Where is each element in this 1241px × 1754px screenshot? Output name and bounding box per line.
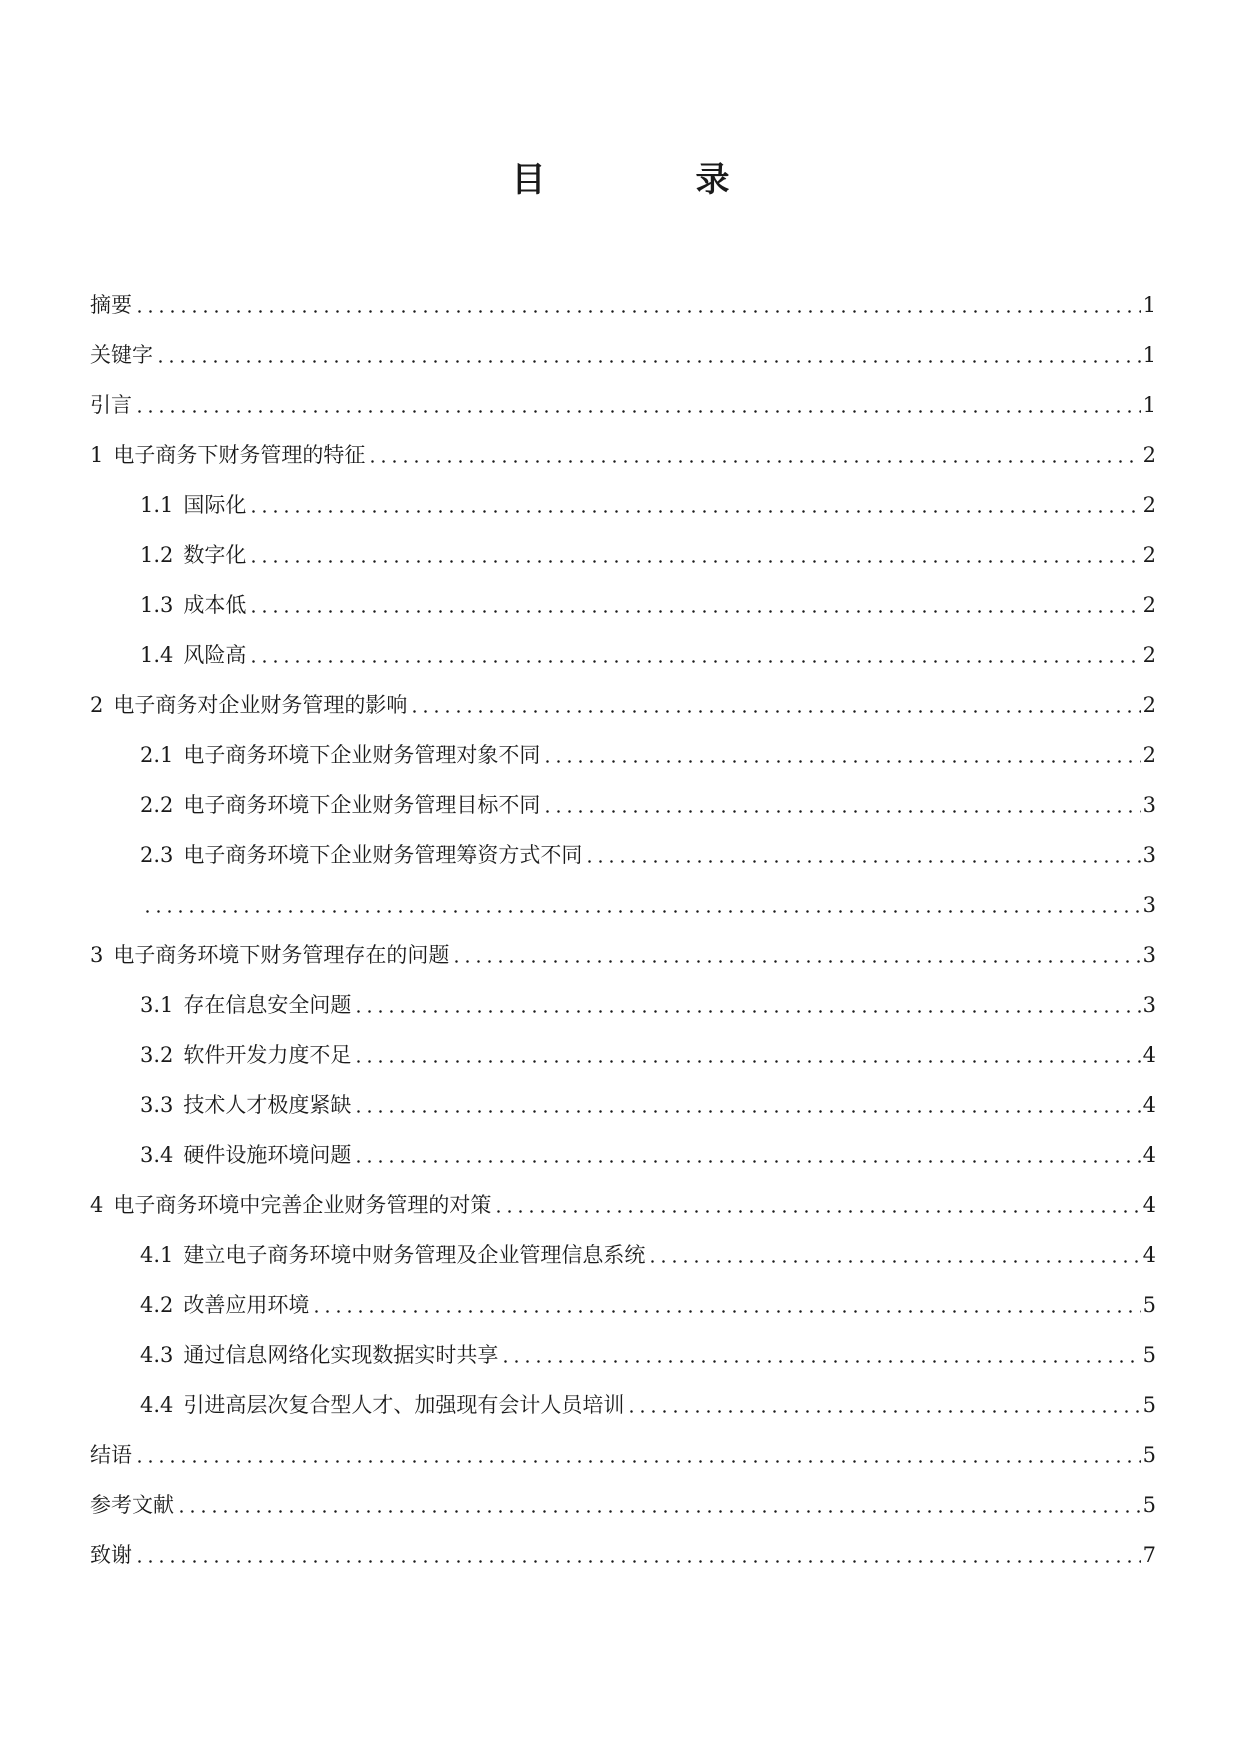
toc-dot-leader	[367, 460, 1140, 463]
toc-title: 目 录	[511, 160, 788, 200]
toc-entry-number: 2.2	[140, 793, 174, 817]
toc-dot-leader	[134, 410, 1141, 413]
toc-entry-label: 电子商务环境下企业财务管理筹资方式不同	[183, 843, 583, 867]
toc-entry-page: 5	[1142, 1343, 1156, 1367]
toc-entry[interactable]	[90, 818, 1156, 868]
toc-entry-page: 5	[1142, 1493, 1156, 1517]
toc-entry[interactable]	[90, 1318, 1156, 1368]
toc-entry[interactable]	[90, 968, 1156, 1018]
toc-entry-number: 3	[90, 943, 104, 967]
toc-entry-number: 2.1	[140, 743, 174, 767]
toc-dot-leader	[542, 810, 1140, 813]
toc-entry-number: 2	[90, 693, 104, 717]
toc-entry-page: 7	[1142, 1543, 1156, 1567]
toc-entry[interactable]	[90, 518, 1156, 568]
toc-entry-label: 引进高层次复合型人才、加强现有会计人员培训	[183, 1393, 625, 1417]
toc-dot-leader	[134, 1460, 1141, 1463]
toc-entry[interactable]	[90, 1018, 1156, 1068]
toc-entry-page: 4	[1142, 1093, 1156, 1117]
toc-entry-label: 电子商务环境下企业财务管理对象不同	[183, 743, 541, 767]
toc-entry[interactable]	[90, 1468, 1156, 1518]
toc-entry-page: 4	[1142, 1143, 1156, 1167]
toc-entry-label: 技术人才极度紧缺	[183, 1093, 352, 1117]
toc-entry[interactable]	[90, 318, 1156, 368]
toc-dot-leader	[353, 1060, 1140, 1063]
toc-entry[interactable]	[90, 1168, 1156, 1218]
toc-dot-leader	[134, 1560, 1141, 1563]
toc-entry[interactable]	[90, 418, 1156, 468]
toc-entry-number: 2.3	[140, 843, 174, 867]
toc-entry-label: 成本低	[183, 593, 247, 617]
toc-entry[interactable]	[90, 1268, 1156, 1318]
toc-entry-page: 4	[1142, 1043, 1156, 1067]
toc-entry-label: 数字化	[183, 543, 247, 567]
toc-entry-page: 1	[1142, 343, 1156, 367]
toc-entry[interactable]	[90, 868, 1156, 918]
toc-entry-page: 4	[1142, 1193, 1156, 1217]
toc-entry[interactable]	[90, 268, 1156, 318]
toc-entry-label: 摘要	[90, 293, 132, 317]
toc-entry-label: 电子商务对企业财务管理的影响	[113, 693, 408, 717]
toc-entry-label: 电子商务环境中完善企业财务管理的对策	[113, 1193, 492, 1217]
toc-entry-page: 2	[1142, 743, 1156, 767]
toc-entry-page: 5	[1142, 1443, 1156, 1467]
toc-entry-number: 1.1	[140, 493, 174, 517]
toc-dot-leader	[248, 510, 1140, 513]
toc-entry-page: 2	[1142, 543, 1156, 567]
toc-entry-number: 4.2	[140, 1293, 174, 1317]
toc-entry-label: 结语	[90, 1443, 132, 1467]
toc-entry-label: 关键字	[90, 343, 153, 367]
toc-entry[interactable]	[90, 1068, 1156, 1118]
toc-entry-page: 3	[1142, 993, 1156, 1017]
toc-entry[interactable]	[90, 1218, 1156, 1268]
toc-entry-label: 硬件设施环境问题	[183, 1143, 352, 1167]
toc-entry-page: 2	[1142, 693, 1156, 717]
toc-entry-page: 3	[1142, 843, 1156, 867]
toc-dot-leader	[353, 1010, 1140, 1013]
toc-entry[interactable]	[90, 568, 1156, 618]
toc-dot-leader	[584, 860, 1140, 863]
toc-entry-label: 存在信息安全问题	[183, 993, 352, 1017]
toc-dot-leader	[647, 1260, 1140, 1263]
toc-dot-leader	[353, 1110, 1140, 1113]
toc-entry[interactable]	[90, 618, 1156, 668]
toc-dot-leader	[248, 660, 1140, 663]
toc-entry[interactable]	[90, 1418, 1156, 1468]
toc-entry-number: 1.2	[140, 543, 174, 567]
toc-dot-leader	[542, 760, 1140, 763]
toc-entry[interactable]	[90, 468, 1156, 518]
toc-entry-number: 4.1	[140, 1243, 174, 1267]
toc-entry-label: 电子商务环境下财务管理存在的问题	[113, 943, 450, 967]
toc-dot-leader	[248, 610, 1140, 613]
toc-entry-label: 通过信息网络化实现数据实时共享	[183, 1343, 499, 1367]
toc-entry-number: 1	[90, 443, 104, 467]
toc-entry-page: 5	[1142, 1393, 1156, 1417]
toc-entry-number: 1.3	[140, 593, 174, 617]
toc-entry-number: 3.1	[140, 993, 174, 1017]
toc-entry[interactable]	[90, 918, 1156, 968]
toc-entry-page: 1	[1142, 393, 1156, 417]
toc-entry-page: 5	[1142, 1293, 1156, 1317]
toc-entry[interactable]	[90, 1518, 1156, 1568]
toc-entry-number: 3.3	[140, 1093, 174, 1117]
toc-entry[interactable]	[90, 668, 1156, 718]
toc-entry-number: 3.2	[140, 1043, 174, 1067]
toc-entry-number: 1.4	[140, 643, 174, 667]
toc-entry-label: 引言	[90, 393, 132, 417]
toc-dot-leader	[626, 1410, 1140, 1413]
toc-entry-page: 4	[1142, 1243, 1156, 1267]
toc-entry[interactable]	[90, 1118, 1156, 1168]
toc-entry-page: 2	[1142, 593, 1156, 617]
toc-entry-label: 风险高	[183, 643, 247, 667]
toc-entry-label: 软件开发力度不足	[183, 1043, 352, 1067]
toc-dot-leader	[311, 1310, 1140, 1313]
toc-entry-label: 电子商务环境下企业财务管理目标不同	[183, 793, 541, 817]
toc-entry-page: 1	[1142, 293, 1156, 317]
toc-dot-leader	[248, 560, 1140, 563]
toc-entry[interactable]	[90, 1368, 1156, 1418]
toc-dot-leader	[176, 1510, 1141, 1513]
toc-entry-page: 3	[1142, 793, 1156, 817]
toc-dot-leader	[451, 960, 1140, 963]
toc-dot-leader	[353, 1160, 1140, 1163]
toc-entry-page: 3	[1142, 893, 1156, 917]
toc-dot-leader	[134, 310, 1141, 313]
toc-entry-label: 国际化	[183, 493, 247, 517]
toc-entry-label: 建立电子商务环境中财务管理及企业管理信息系统	[183, 1243, 646, 1267]
toc-dot-leader	[500, 1360, 1140, 1363]
toc-entry-number: 4.4	[140, 1393, 174, 1417]
toc-entry-number: 4.3	[140, 1343, 174, 1367]
toc-entry-label: 改善应用环境	[183, 1293, 310, 1317]
toc-entry[interactable]	[90, 718, 1156, 768]
toc-entry-page: 3	[1142, 943, 1156, 967]
toc-entry-page: 2	[1142, 493, 1156, 517]
toc-entry-page: 2	[1142, 643, 1156, 667]
toc-entry-page: 2	[1142, 443, 1156, 467]
toc-entry-label: 电子商务下财务管理的特征	[113, 443, 366, 467]
toc-entry[interactable]	[90, 368, 1156, 418]
table-of-contents	[90, 268, 1156, 1568]
toc-dot-leader	[409, 710, 1140, 713]
toc-entry-number: 4	[90, 1193, 104, 1217]
toc-entry-label: 致谢	[90, 1543, 132, 1567]
toc-entry-number: 3.4	[140, 1143, 174, 1167]
toc-entry-label: 参考文献	[90, 1493, 174, 1517]
toc-dot-leader	[142, 910, 1141, 913]
toc-dot-leader	[493, 1210, 1140, 1213]
toc-dot-leader	[155, 360, 1141, 363]
toc-entry[interactable]	[90, 768, 1156, 818]
